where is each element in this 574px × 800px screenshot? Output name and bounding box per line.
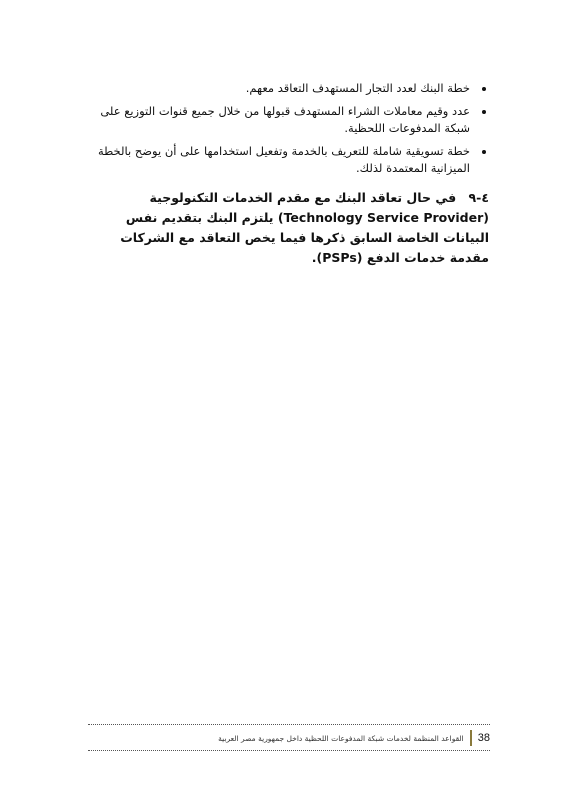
bullet-item (84, 103, 486, 137)
page-number: 38 (477, 732, 490, 744)
bullet-text: خطة تسويقية شاملة للتعريف بالخدمة وتفعيل استخدامها على أن يوضح بالخطة الميزانية المعتمدة لذلك. (97, 144, 470, 175)
bullet-item (84, 80, 486, 97)
footer-caption: القواعد المنظمة لخدمات شبكة المدفوعات اللحظية داخل جمهورية مصر العربية (218, 733, 464, 743)
page-footer (88, 728, 490, 748)
bullet-marker (482, 87, 486, 91)
bullet-item (84, 143, 486, 177)
section-paragraph (84, 188, 489, 268)
footer-bottom-rule (88, 750, 490, 751)
bullet-text: خطة البنك لعدد التجار المستهدف التعاقد معهم. (245, 81, 470, 95)
bullet-text: عدد وقيم معاملات الشراء المستهدف قبولها من خلال جميع قنوات التوزيع على شبكة المدفوعات اللحظية. (100, 104, 470, 135)
footer-separator (470, 730, 472, 746)
bullet-marker (482, 150, 486, 154)
footer-top-rule (88, 724, 490, 725)
section-text: في حال تعاقد البنك مع مقدم الخدمات التكنولوجية (Technology Service Provider) يلتزم البنك بتقديم نفس البيانات الخاصة السابق ذكرها فيما يخص التعاقد مع الشركات مقدمة خدمات الدفع (PSPs). (120, 190, 489, 265)
bullet-marker (482, 110, 486, 114)
bullet-list (84, 80, 486, 183)
section-number: ٤-٩ (468, 190, 489, 205)
